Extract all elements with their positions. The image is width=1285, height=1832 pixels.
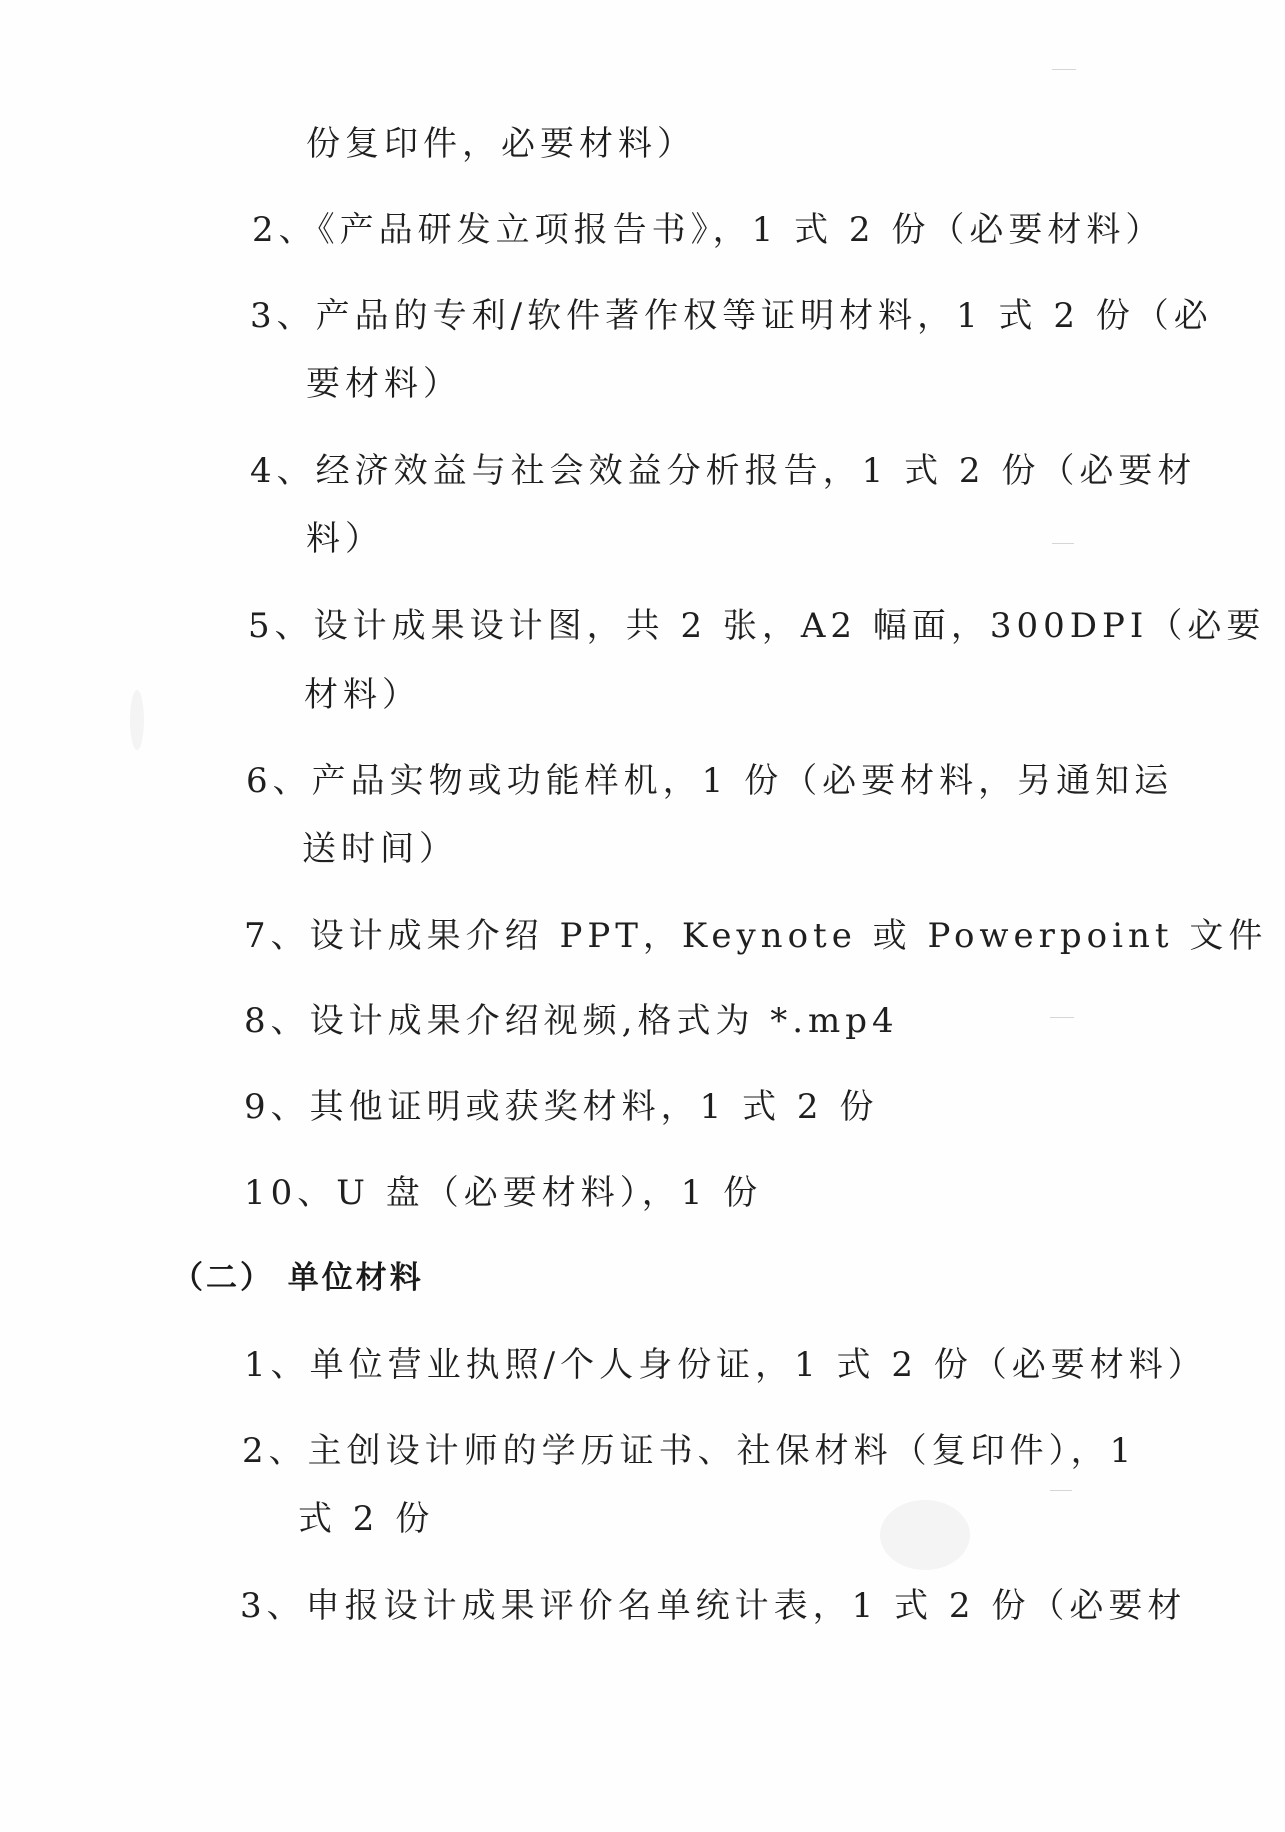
scan-mark bbox=[1052, 543, 1074, 544]
text-line: 要材料） bbox=[306, 364, 462, 404]
text-line: 9、其他证明或获奖材料，1 式 2 份 bbox=[244, 1087, 879, 1127]
text-line: 3、申报设计成果评价名单统计表，1 式 2 份（必要材 bbox=[240, 1586, 1187, 1626]
scan-mark bbox=[1052, 69, 1076, 70]
text-line: 4、经济效益与社会效益分析报告，1 式 2 份（必要材 bbox=[250, 451, 1197, 491]
scan-mark bbox=[1050, 1017, 1074, 1018]
text-line: 1、单位营业执照/个人身份证，1 式 2 份（必要材料） bbox=[244, 1345, 1207, 1385]
scan-smudge bbox=[880, 1500, 970, 1570]
text-line: 3、产品的专利/软件著作权等证明材料，1 式 2 份（必 bbox=[250, 296, 1213, 336]
text-line: 2、主创设计师的学历证书、社保材料（复印件），1 bbox=[242, 1431, 1137, 1471]
text-line: 7、设计成果介绍 PPT，Keynote 或 Powerpoint 文件 bbox=[244, 916, 1268, 956]
section-heading: （二） 单位材料 bbox=[172, 1260, 424, 1296]
scan-smudge bbox=[130, 690, 144, 750]
text-line: 5、设计成果设计图，共 2 张，A2 幅面，300DPI（必要 bbox=[248, 606, 1266, 646]
text-line: 份复印件，必要材料） bbox=[306, 124, 696, 164]
text-line: 式 2 份 bbox=[298, 1499, 435, 1539]
text-line: 材料） bbox=[304, 675, 421, 715]
text-line: 10、U 盘（必要材料），1 份 bbox=[244, 1173, 763, 1213]
text-line: 6、产品实物或功能样机，1 份（必要材料，另通知运 bbox=[246, 761, 1174, 801]
text-line: 送时间） bbox=[302, 829, 458, 869]
text-line: 料） bbox=[306, 519, 384, 559]
text-line: 8、设计成果介绍视频,格式为 *.mp4 bbox=[244, 1001, 899, 1041]
text-line: 2、《产品研发立项报告书》，1 式 2 份（必要材料） bbox=[252, 210, 1165, 250]
scan-mark bbox=[1050, 1490, 1072, 1491]
